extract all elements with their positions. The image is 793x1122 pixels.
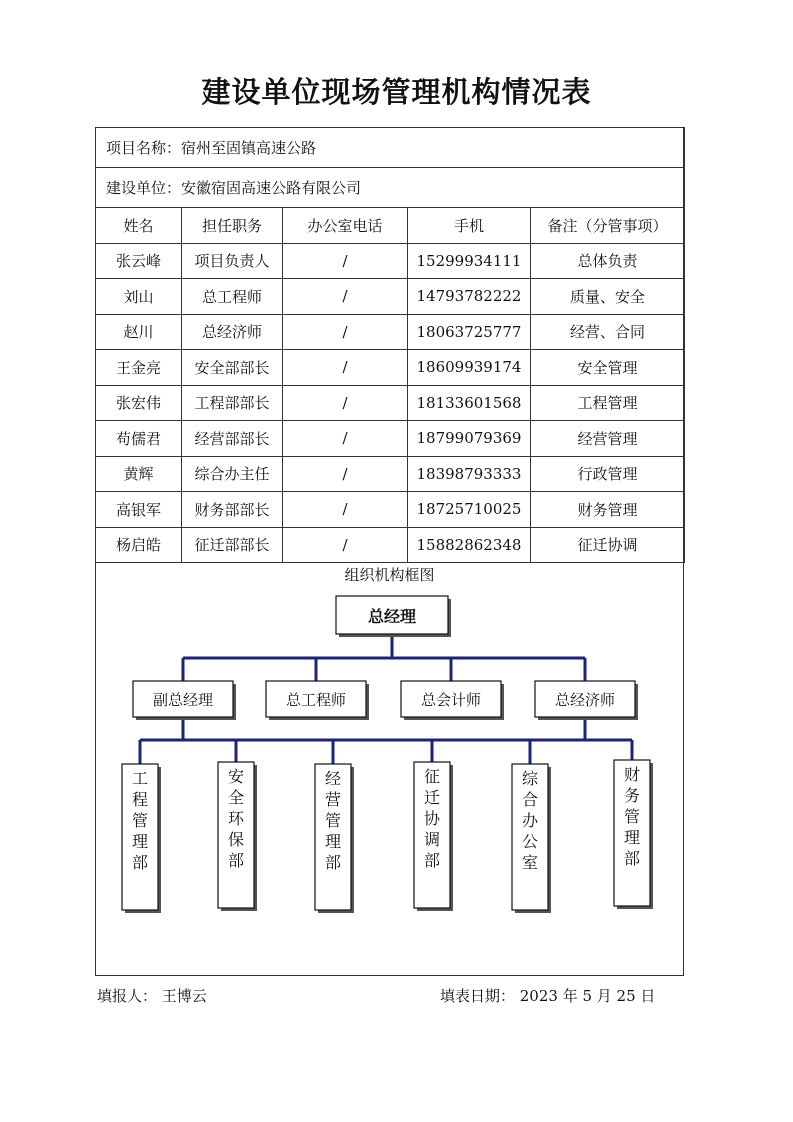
department-label-char: 工 bbox=[131, 769, 149, 788]
header-cell: 担任职务 bbox=[182, 208, 283, 244]
department-label-char: 营 bbox=[324, 790, 342, 809]
table-cell: 征迁部部长 bbox=[182, 527, 283, 563]
org-box-level2-label: 副总经理 bbox=[152, 691, 214, 709]
department-label-char: 程 bbox=[131, 790, 149, 809]
header-cell: 备注（分管事项） bbox=[531, 208, 685, 244]
header-cell: 办公室电话 bbox=[283, 208, 408, 244]
page-title: 建设单位现场管理机构情况表 bbox=[201, 75, 592, 109]
table-cell: 总工程师 bbox=[182, 279, 283, 315]
department-label-char: 全 bbox=[227, 788, 245, 807]
department-label-char: 办 bbox=[521, 811, 539, 830]
table-cell: 赵川 bbox=[96, 314, 182, 350]
table-cell: 经营、合同 bbox=[531, 314, 685, 350]
table-cell: / bbox=[283, 314, 408, 350]
header-cell: 姓名 bbox=[96, 208, 182, 244]
department-label-char: 部 bbox=[324, 853, 342, 872]
department-label-char: 部 bbox=[623, 849, 641, 868]
table-cell: 张云峰 bbox=[96, 243, 182, 279]
department-label-char: 财 bbox=[623, 765, 641, 784]
department-label-char: 迁 bbox=[423, 788, 441, 807]
table-cell: 征迁协调 bbox=[531, 527, 685, 563]
org-box-level2-label: 总经济师 bbox=[554, 691, 616, 709]
department-label-char: 安 bbox=[227, 767, 245, 786]
table-cell: / bbox=[283, 243, 408, 279]
table-cell: 经营部部长 bbox=[182, 421, 283, 457]
table-cell: 财务管理 bbox=[531, 492, 685, 528]
org-box-department-label bbox=[325, 769, 341, 872]
table-cell: 总体负责 bbox=[531, 243, 685, 279]
department-label-char: 协 bbox=[423, 809, 441, 828]
org-box-department-label bbox=[424, 767, 441, 870]
org-box-department-label bbox=[522, 769, 539, 872]
construction-unit: 建设单位：安徽宿固高速公路有限公司 bbox=[96, 168, 685, 208]
org-box-level2-label: 总会计师 bbox=[420, 691, 482, 709]
department-label-char: 调 bbox=[423, 830, 441, 849]
reporter: 填报人： 王博云 bbox=[97, 987, 207, 1005]
department-label-char: 经 bbox=[324, 769, 342, 788]
fill-date: 填表日期： 2023 年 5 月 25 日 bbox=[440, 987, 656, 1005]
project-name: 项目名称：宿州至固镇高速公路 bbox=[96, 128, 685, 168]
table-cell: 工程部部长 bbox=[182, 385, 283, 421]
table-cell: / bbox=[283, 456, 408, 492]
table-cell: 安全部部长 bbox=[182, 350, 283, 386]
table-cell: 质量、安全 bbox=[531, 279, 685, 315]
department-label-char: 理 bbox=[324, 832, 342, 851]
table-cell: 高银军 bbox=[96, 492, 182, 528]
table-cell: 王金亮 bbox=[96, 350, 182, 386]
table-cell: / bbox=[283, 350, 408, 386]
org-box-department-label bbox=[132, 769, 148, 872]
department-label-char: 公 bbox=[521, 832, 539, 851]
table-cell: 15299934111 bbox=[408, 243, 531, 279]
department-label-char: 室 bbox=[521, 853, 539, 872]
table-cell: / bbox=[283, 279, 408, 315]
header-cell: 手机 bbox=[408, 208, 531, 244]
department-label-char: 征 bbox=[423, 767, 441, 786]
table-cell: 财务部部长 bbox=[182, 492, 283, 528]
table-cell: 安全管理 bbox=[531, 350, 685, 386]
department-label-char: 管 bbox=[131, 811, 149, 830]
department-label-char: 部 bbox=[423, 851, 441, 870]
table-cell: 刘山 bbox=[96, 279, 182, 315]
table-cell: 综合办主任 bbox=[182, 456, 283, 492]
department-label-char: 部 bbox=[131, 853, 149, 872]
table-cell: 18609939174 bbox=[408, 350, 531, 386]
department-label-char: 保 bbox=[227, 830, 245, 849]
table-cell: 18133601568 bbox=[408, 385, 531, 421]
department-label-char: 综 bbox=[521, 769, 539, 788]
table-cell: / bbox=[283, 385, 408, 421]
table-cell: 黄辉 bbox=[96, 456, 182, 492]
department-label-char: 务 bbox=[623, 786, 641, 805]
org-box-department-label bbox=[624, 765, 640, 868]
table-cell: 工程管理 bbox=[531, 385, 685, 421]
table-cell: 14793782222 bbox=[408, 279, 531, 315]
table-cell: 经营管理 bbox=[531, 421, 685, 457]
table-cell: 行政管理 bbox=[531, 456, 685, 492]
table-cell: 18725710025 bbox=[408, 492, 531, 528]
table-cell: 18063725777 bbox=[408, 314, 531, 350]
table-cell: 张宏伟 bbox=[96, 385, 182, 421]
table-cell: 杨启皓 bbox=[96, 527, 182, 563]
org-box-department-label bbox=[228, 767, 245, 870]
table-cell: 项目负责人 bbox=[182, 243, 283, 279]
department-label-char: 理 bbox=[623, 828, 641, 847]
table-cell: / bbox=[283, 492, 408, 528]
department-label-char: 管 bbox=[623, 807, 641, 826]
table-cell: / bbox=[283, 527, 408, 563]
table-cell: 18799079369 bbox=[408, 421, 531, 457]
department-label-char: 合 bbox=[521, 790, 539, 809]
org-box-top-label: 总经理 bbox=[367, 607, 417, 626]
table-cell: 18398793333 bbox=[408, 456, 531, 492]
org-chart-title: 组织机构框图 bbox=[344, 566, 435, 584]
table-cell: 苟儒君 bbox=[96, 421, 182, 457]
department-label-char: 理 bbox=[131, 832, 149, 851]
department-label-char: 管 bbox=[324, 811, 342, 830]
department-label-char: 环 bbox=[227, 809, 245, 828]
org-box-level2-label: 总工程师 bbox=[285, 691, 347, 709]
table-cell: / bbox=[283, 421, 408, 457]
table-cell: 15882862348 bbox=[408, 527, 531, 563]
table-cell: 总经济师 bbox=[182, 314, 283, 350]
department-label-char: 部 bbox=[227, 851, 245, 870]
